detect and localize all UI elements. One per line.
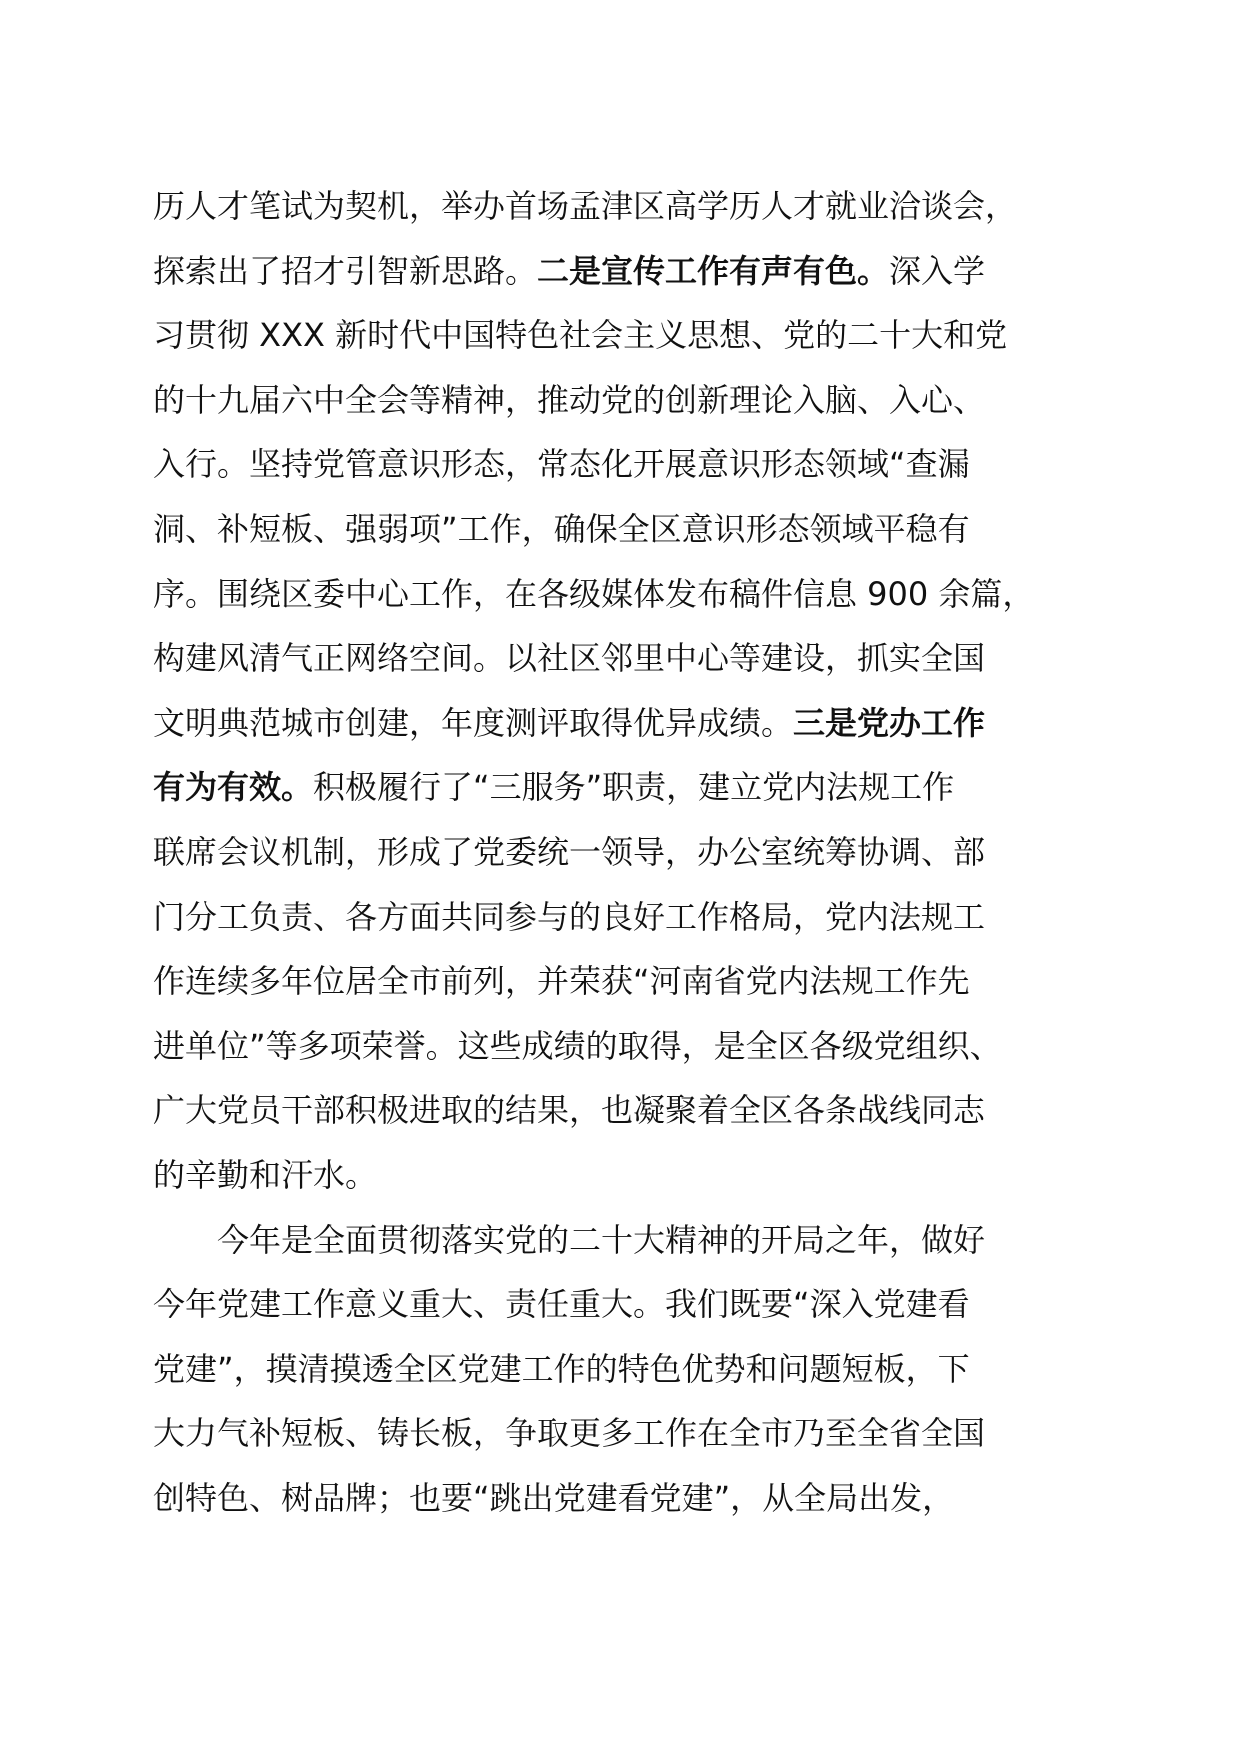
text-run: 积极履行了“三服务”职责，建立党内法规工作 [313,768,955,807]
text-run: 联席会议机制，形成了党委统一领导，办公室统筹协调、部 [153,832,986,871]
text-line [153,1014,1113,1079]
text-run: 探索出了招才引智新思路。 [153,251,538,290]
text-run: 入行。坚持党管意识形态，常态化开展意识形态领域“查漏 [153,445,970,484]
text-line [153,626,1113,691]
text-run: 今年是全面贯彻落实党的二十大精神的开局之年，做好 [217,1220,986,1259]
text-run: 序。围绕区委中心工作，在各级媒体发布稿件信息 900 余篇， [153,574,1035,613]
text-line [153,432,1113,497]
text-line [153,820,1113,885]
text-line [153,174,1113,239]
text-run: 创特色、树品牌；也要“跳出党建看党建”，从全局出发， [153,1478,955,1517]
text-line [153,1078,1113,1143]
text-line [153,1401,1113,1466]
text-line [153,755,1113,820]
text-line [153,1337,1113,1402]
text-line [153,1143,1113,1208]
bold-heading-run: 三是党办工作 [793,703,986,742]
bold-heading-run: 有为有效。 [153,768,314,807]
text-run: 的十九届六中全会等精神，推动党的创新理论入脑、入心、 [153,380,986,419]
text-line [153,562,1113,627]
text-run: 习贯彻 XXX 新时代中国特色社会主义思想、党的二十大和党 [153,316,1008,355]
text-line [153,239,1113,304]
text-run: 今年党建工作意义重大、责任重大。我们既要“深入党建看 [153,1285,970,1324]
text-line [153,368,1113,433]
text-run: 构建风清气正网络空间。以社区邻里中心等建设，抓实全国 [153,639,986,678]
text-line [153,949,1113,1014]
text-run: 大力气补短板、铸长板，争取更多工作在全市乃至全省全国 [153,1414,986,1453]
text-line [153,1466,1113,1531]
text-run: 门分工负责、各方面共同参与的良好工作格局，党内法规工 [153,897,986,936]
text-run: 文明典范城市创建，年度测评取得优异成绩。 [153,703,794,742]
text-run: 广大党员干部积极进取的结果，也凝聚着全区各条战线同志 [153,1091,986,1130]
text-run: 进单位”等多项荣誉。这些成绩的取得，是全区各级党组织、 [153,1026,1002,1065]
text-line [153,1272,1113,1337]
text-run: 党建”，摸清摸透全区党建工作的特色优势和问题短板，下 [153,1349,970,1388]
text-line [153,885,1113,950]
text-line [153,691,1113,756]
text-run: 作连续多年位居全市前列，并荣获“河南省党内法规工作先 [153,962,970,1001]
bold-heading-run: 二是宣传工作有声有色。 [537,251,890,290]
text-line [153,303,1113,368]
text-run: 历人才笔试为契机，举办首场孟津区高学历人才就业洽谈会， [153,187,1018,225]
text-run: 洞、补短板、强弱项”工作，确保全区意识形态领域平稳有 [153,509,970,548]
paragraph-first-line [153,1208,1113,1273]
text-run: 的辛勤和汗水。 [153,1155,378,1194]
body-text [153,174,1113,1530]
text-run: 深入学 [889,251,986,290]
text-line [153,497,1113,562]
